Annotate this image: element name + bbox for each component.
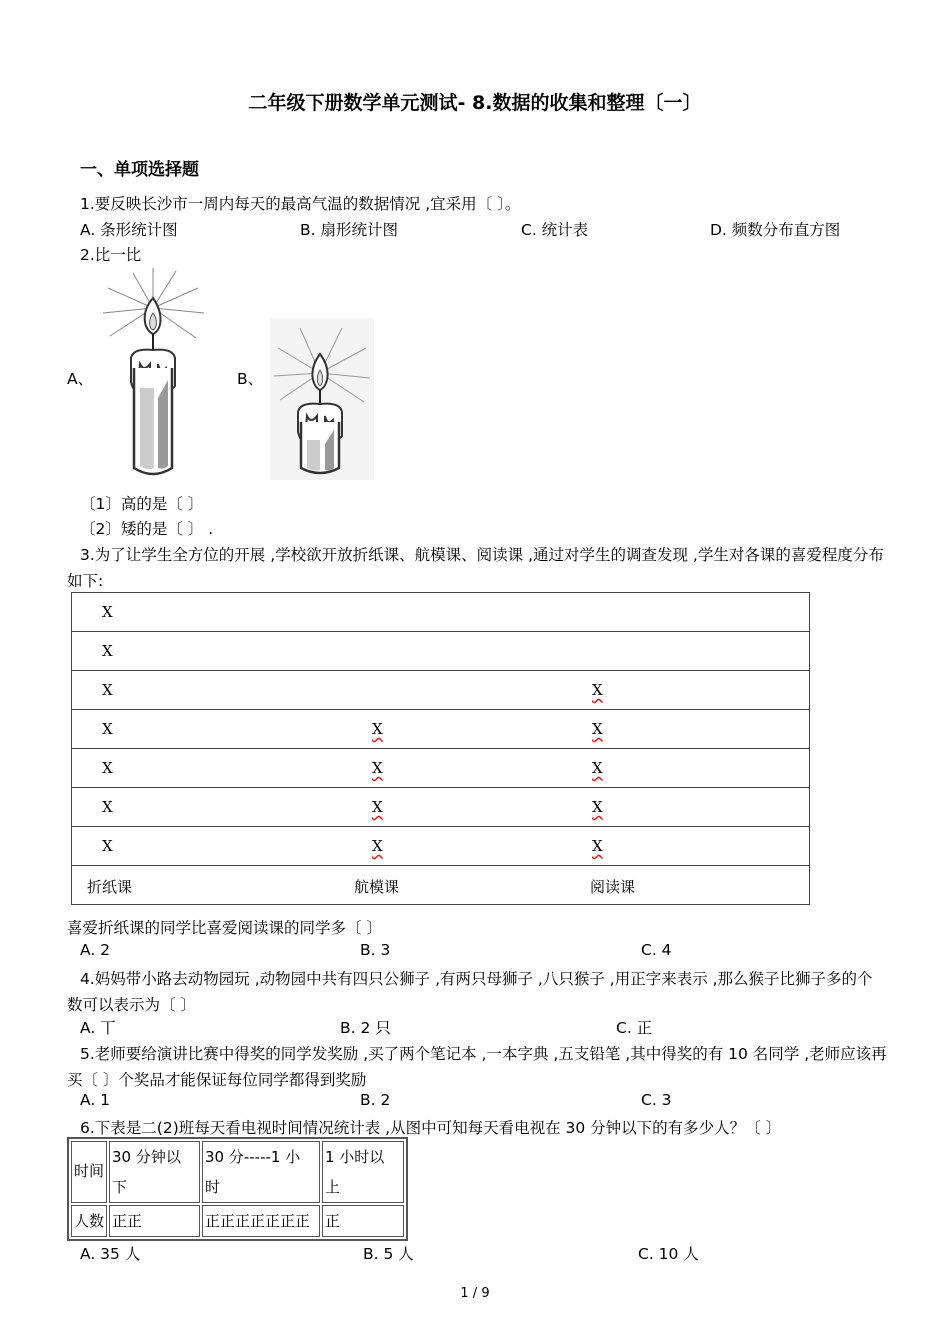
tally-mark: X	[372, 837, 383, 855]
tally-row	[72, 671, 810, 710]
tally-category-label: 航模课	[354, 878, 400, 896]
tally-cell	[72, 593, 810, 632]
q3-option-a[interactable]: A. 2	[80, 941, 111, 959]
tally-row	[72, 593, 810, 632]
tally-mark: X	[102, 837, 113, 855]
tally-row	[72, 827, 810, 866]
q6-stem: 6.下表是二(2)班每天看电视时间情况统计表 ,从图中可知每天看电视在 30 分钟以下的有多少人？〔 〕	[80, 1119, 782, 1137]
header-30-to-60-line2: 时	[205, 1178, 221, 1196]
tally-mark: X	[102, 603, 113, 621]
tally-cell	[72, 710, 810, 749]
tally-mark: X	[102, 720, 113, 738]
tally-category-row	[72, 866, 810, 905]
tally-category-label: 折纸课	[87, 878, 133, 896]
header-under-30-line1: 30 分钟以	[112, 1148, 181, 1166]
tally-mark: X	[372, 720, 383, 738]
tally-mark: X	[592, 837, 603, 855]
tally-mark: X	[102, 759, 113, 777]
q2-sub2: 〔2〕矮的是〔 〕 .	[80, 520, 214, 538]
q3-tally-chart	[71, 592, 810, 905]
q1-option-c[interactable]: C. 统计表	[521, 221, 589, 239]
count-30-to-60: 正正正正正正正	[202, 1205, 320, 1237]
q3-stem: 3.为了让学生全方位的开展 ,学校欲开放折纸课、航模课、阅读课 ,通过对学生的调查发现 ,学生对各课的喜爱程度分布如下:	[67, 546, 884, 590]
header-30-to-60	[202, 1141, 320, 1203]
tally-cell	[72, 632, 810, 671]
tally-row	[72, 788, 810, 827]
q1-option-b[interactable]: B. 扇形统计图	[300, 221, 398, 239]
q4-option-a[interactable]: A. 丅	[80, 1019, 116, 1037]
q4-option-c[interactable]: C. 正	[616, 1019, 653, 1037]
q4-option-b[interactable]: B. 2 只	[340, 1019, 391, 1037]
q5-option-b[interactable]: B. 2	[360, 1091, 391, 1109]
header-30-to-60-line1: 30 分-----1 小	[205, 1148, 301, 1166]
tally-cell	[72, 827, 810, 866]
header-over-1h-line1: 1 小时以	[325, 1148, 385, 1166]
page-number: 1 / 9	[460, 1286, 490, 1301]
tall-candle-illustration	[98, 268, 208, 480]
q1-option-d[interactable]: D. 频数分布直方图	[710, 221, 841, 239]
tally-cell	[72, 788, 810, 827]
tally-mark: X	[102, 642, 113, 660]
q2-stem: 2.比一比	[80, 246, 142, 264]
q3-option-c[interactable]: C. 4	[641, 941, 672, 959]
tally-mark: X	[592, 720, 603, 738]
tally-row	[72, 749, 810, 788]
count-over-1h: 正	[322, 1205, 404, 1237]
tally-mark: X	[372, 798, 383, 816]
q5-stem: 5.老师要给演讲比赛中得奖的同学发奖励 ,买了两个笔记本 ,一本字典 ,五支铅笔 ,其中得奖的有 10 名同学 ,老师应该再买〔 〕个奖品才能保证每位同学都得到奖励	[67, 1045, 887, 1089]
q3-question: 喜爱折纸课的同学比喜爱阅读课的同学多〔 〕	[67, 919, 382, 937]
row-label-count: 人数	[71, 1205, 107, 1237]
tally-mark: X	[592, 681, 603, 699]
tally-category-label: 阅读课	[590, 878, 636, 896]
header-under-30	[109, 1141, 200, 1203]
q6-option-b[interactable]: B. 5 人	[363, 1245, 414, 1263]
q3-option-b[interactable]: B. 3	[360, 941, 391, 959]
q6-option-a[interactable]: A. 35 人	[80, 1245, 141, 1263]
q4-stem: 4.妈妈带小路去动物园玩 ,动物园中共有四只公狮子 ,有两只母狮子 ,八只猴子 ,用正字来表示 ,那么猴子比狮子多的个数可以表示为〔 〕	[67, 970, 873, 1014]
q2-sub1: 〔1〕高的是〔 〕	[80, 495, 204, 513]
tally-row	[72, 710, 810, 749]
short-candle-illustration	[270, 318, 374, 480]
q2-label-a: A、	[67, 370, 94, 388]
tally-cell	[72, 671, 810, 710]
q5-option-a[interactable]: A. 1	[80, 1091, 111, 1109]
tally-mark: X	[592, 759, 603, 777]
q1-option-a[interactable]: A. 条形统计图	[80, 221, 178, 239]
header-time: 时间	[71, 1141, 107, 1203]
tally-mark: X	[592, 798, 603, 816]
tally-category-cell	[72, 866, 810, 905]
q2-label-b: B、	[237, 370, 264, 388]
section-heading: 一、单项选择题	[80, 160, 199, 180]
q1-stem: 1.要反映长沙市一周内每天的最高气温的数据情况 ,宜采用〔 〕。	[80, 195, 521, 213]
tally-mark: X	[102, 681, 113, 699]
tally-cell	[72, 749, 810, 788]
count-under-30: 正正	[109, 1205, 200, 1237]
tally-mark: X	[102, 798, 113, 816]
tally-mark: X	[372, 759, 383, 777]
header-over-1h	[322, 1141, 404, 1203]
table-header-row	[71, 1141, 404, 1203]
q6-tv-time-table	[67, 1137, 408, 1241]
header-over-1h-line2: 上	[325, 1178, 341, 1196]
q5-option-c[interactable]: C. 3	[641, 1091, 672, 1109]
header-under-30-line2: 下	[112, 1178, 128, 1196]
q6-option-c[interactable]: C. 10 人	[638, 1245, 699, 1263]
table-row	[71, 1205, 404, 1237]
page-title: 二年级下册数学单元测试- 8.数据的收集和整理〔一〕	[248, 92, 702, 114]
tally-row	[72, 632, 810, 671]
